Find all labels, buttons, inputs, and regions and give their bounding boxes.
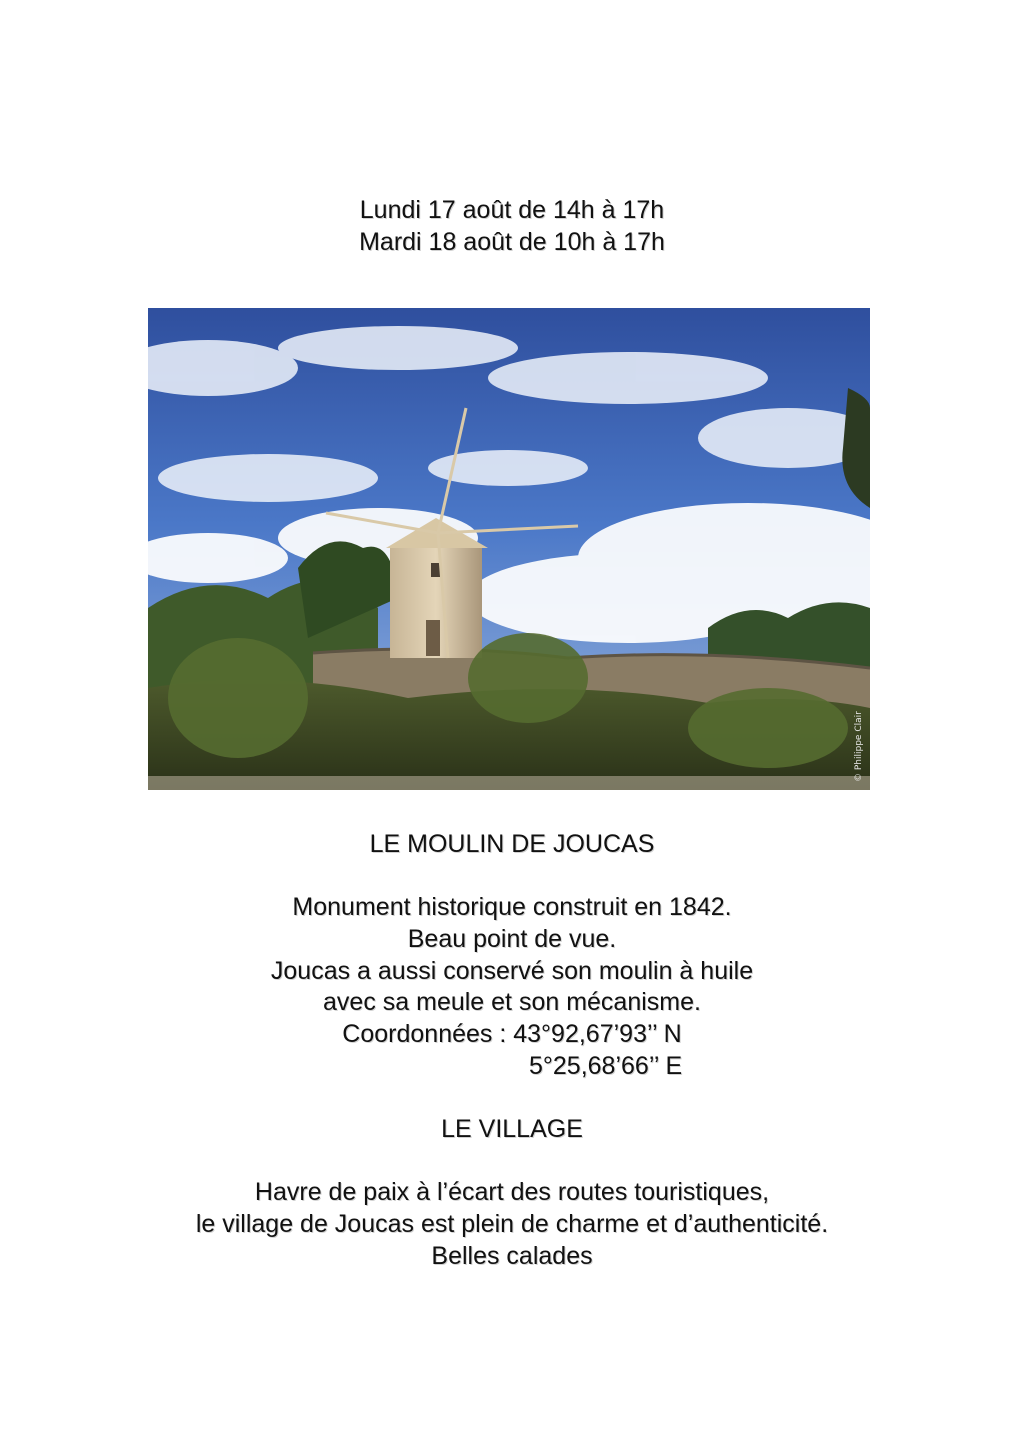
schedule-line-2: Mardi 18 août de 10h à 17h xyxy=(359,228,665,256)
village-line: le village de Joucas est plein de charme et d’authenticité. xyxy=(195,1210,829,1238)
photo-credit: © Philippe Clair xyxy=(854,711,864,782)
moulin-line: avec sa meule et son mécanisme. xyxy=(323,988,701,1016)
village-heading: LE VILLAGE xyxy=(441,1115,583,1143)
moulin-line: Beau point de vue. xyxy=(407,925,617,953)
moulin-line: Monument historique construit en 1842. xyxy=(292,893,732,921)
windmill-photo xyxy=(148,308,870,790)
village-line: Havre de paix à l’écart des routes touristiques, xyxy=(254,1178,770,1206)
moulin-line: Joucas a aussi conservé son moulin à huile xyxy=(270,957,754,985)
schedule-line-1: Lundi 17 août de 14h à 17h xyxy=(359,196,665,224)
coordinates-north: Coordonnées : 43°92,67’93’’ N xyxy=(342,1020,682,1048)
village-line: Belles calades xyxy=(431,1242,593,1270)
coordinates-east: 5°25,68’66’’ E xyxy=(529,1052,683,1080)
moulin-heading: LE MOULIN DE JOUCAS xyxy=(369,830,655,858)
